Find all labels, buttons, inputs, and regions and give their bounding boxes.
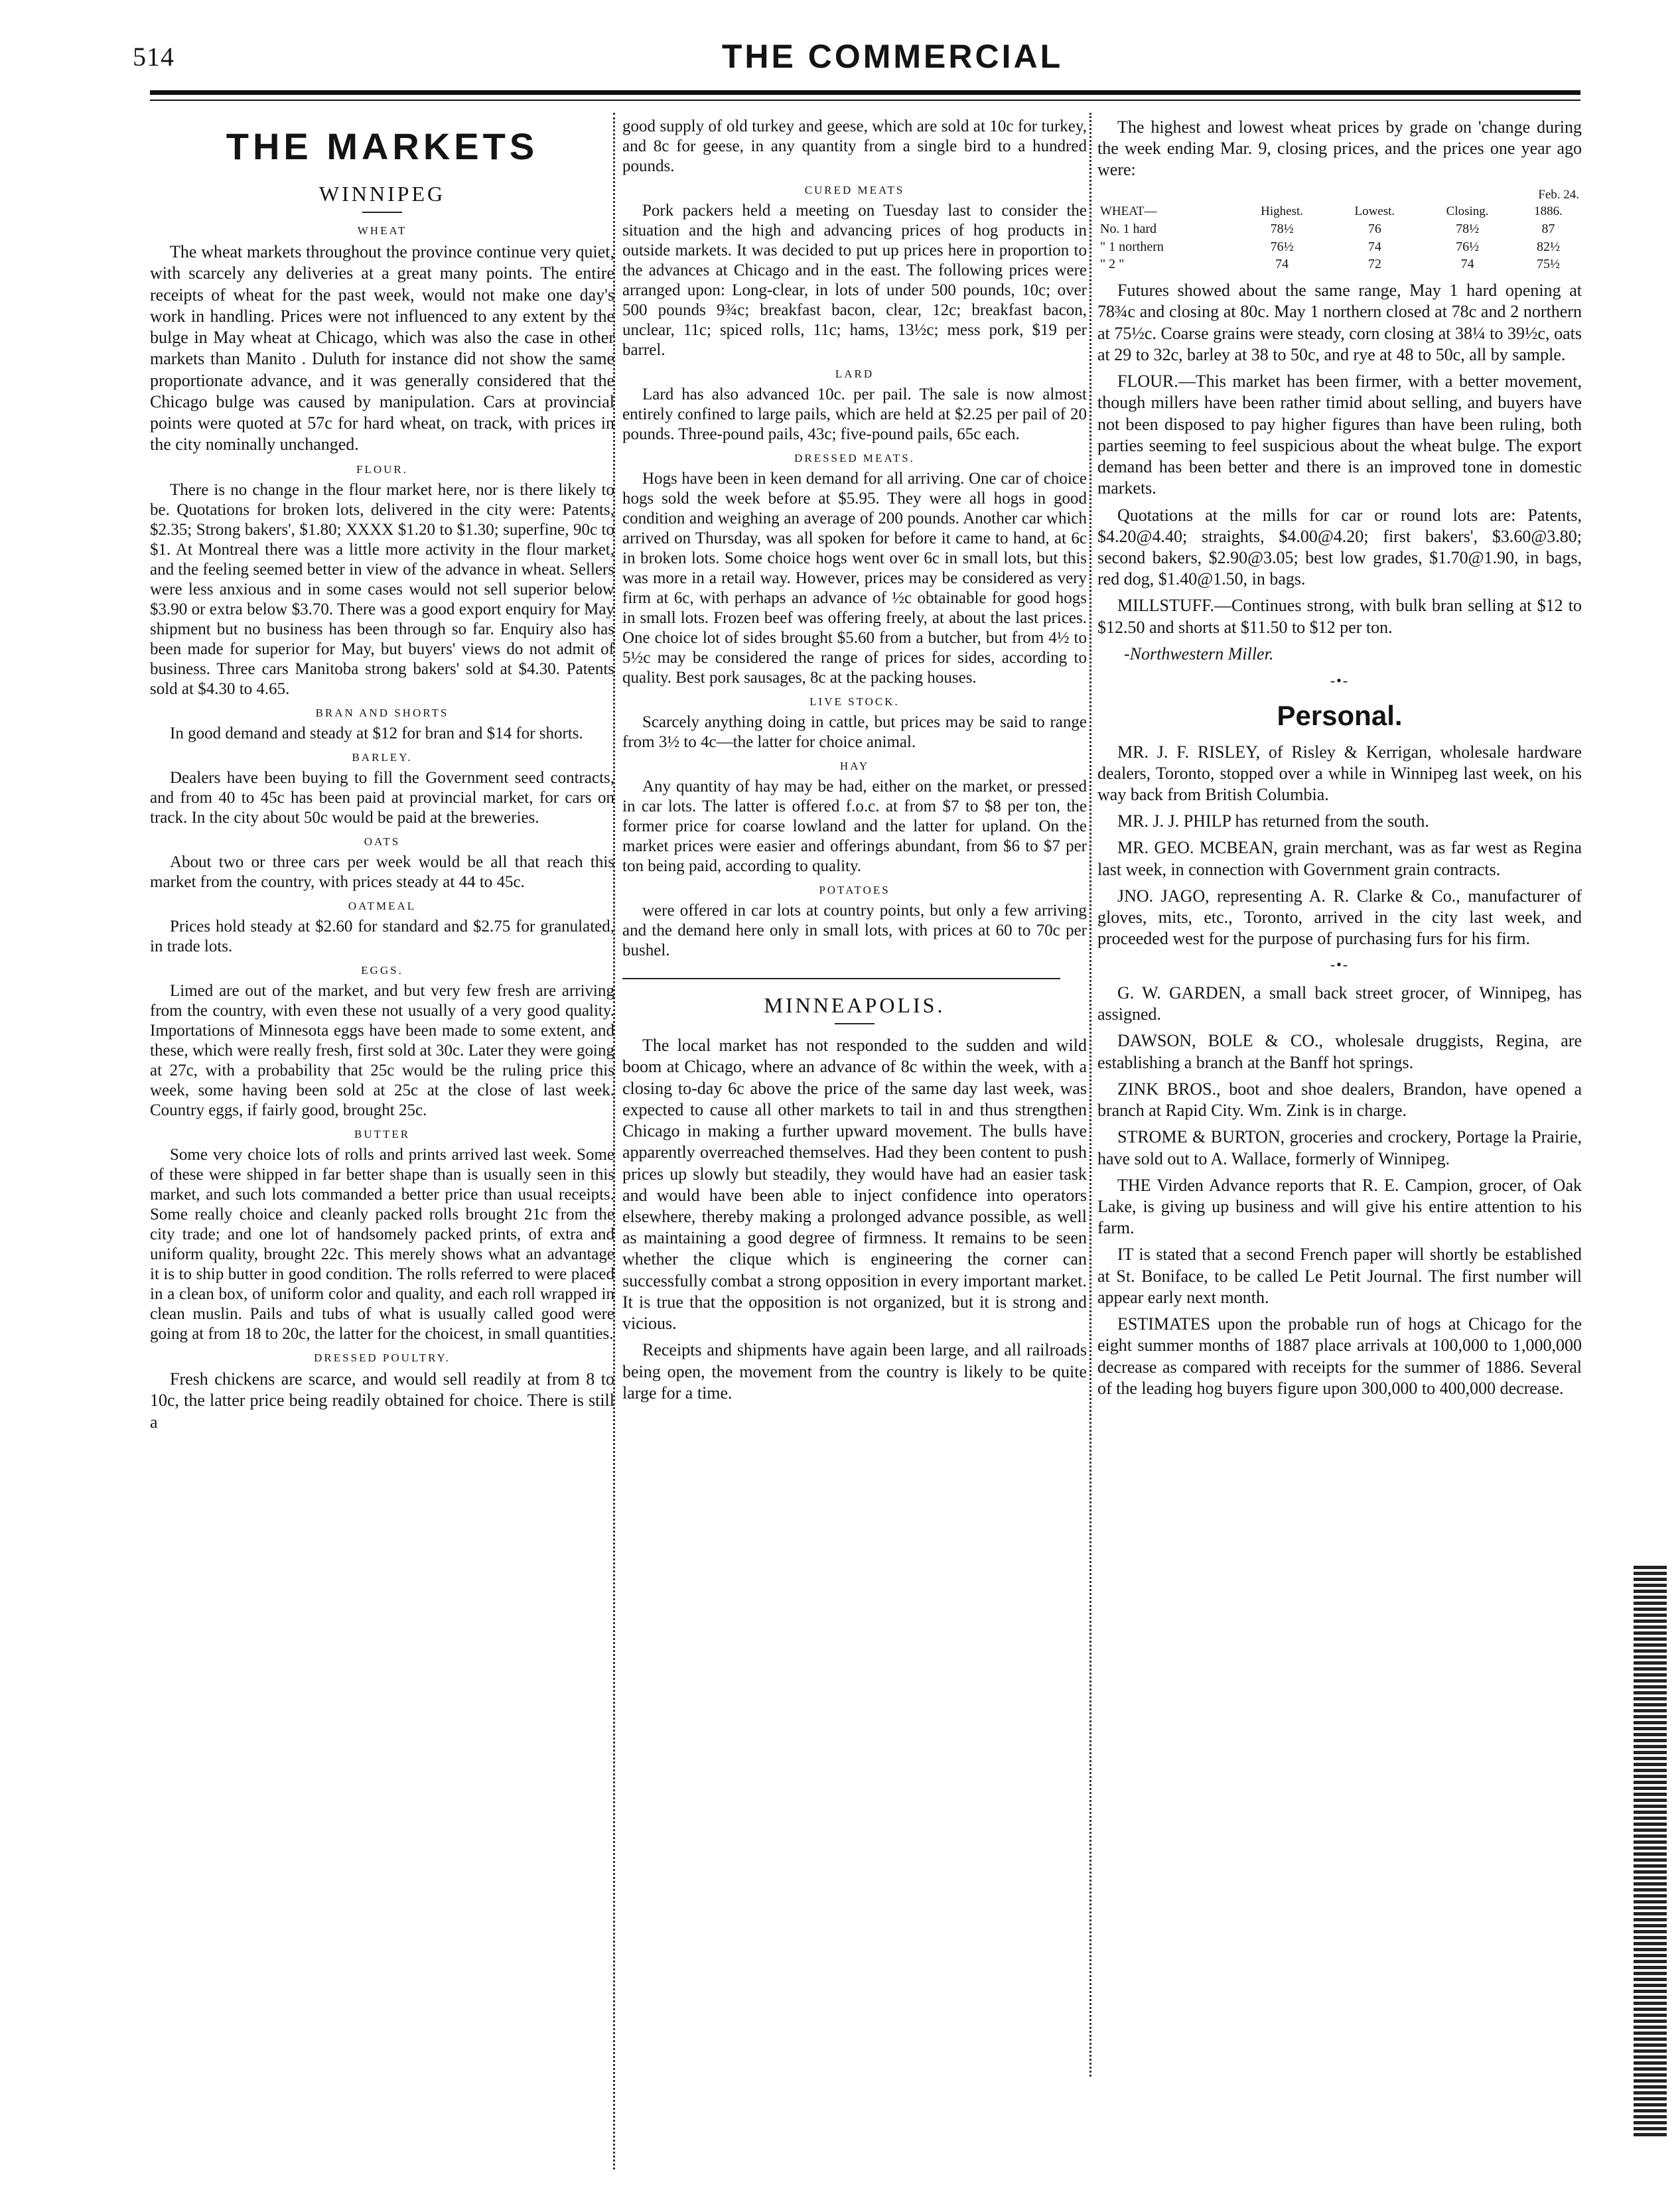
quotations-paragraph: Quotations at the mills for car or round lots are: Patents, $4.20@4.40; straights, $4.00@4.20; first bakers', $3.60@3.80; second bakers, $2.90@3.05; best low grades, $1.70@1.90, in bags, red dog, $1.40@1.50, in bags. bbox=[1097, 505, 1582, 589]
personal-item: THE Virden Advance reports that R. E. Campion, grocer, of Oak Lake, is giving up business and will give his entire attention to his farm. bbox=[1097, 1175, 1582, 1238]
table-cell: No. 1 hard bbox=[1100, 221, 1156, 236]
lard-paragraph: Lard has also advanced 10c. per pail. The sale is now almost entirely confined to large pails, which are held at $2.25 per pail of 20 pounds. Three-pound pails, 43c; five-pound pails, 65c each. bbox=[622, 385, 1087, 444]
table-header-cell: 1886. bbox=[1534, 204, 1563, 219]
personal-item: MR. J. J. PHILP has returned from the south. bbox=[1117, 811, 1429, 831]
markets-heading: THE MARKETS bbox=[226, 125, 539, 167]
table-cell: 74 bbox=[1275, 257, 1289, 272]
column-1 bbox=[150, 117, 614, 2173]
wheat-prices-table bbox=[1097, 186, 1582, 273]
wheat-heading: WHEAT bbox=[357, 224, 407, 238]
minneapolis-paragraph-2: Receipts and shipments have again been large, and all railroads being open, the movement from the country is likely to be quite large for a time. bbox=[622, 1340, 1087, 1403]
short-rule bbox=[835, 1023, 875, 1024]
newspaper-title: THE COMMERCIAL bbox=[721, 38, 1064, 75]
table-cell: 82½ bbox=[1537, 239, 1561, 254]
table-cell: 87 bbox=[1541, 221, 1555, 236]
personal-item: ZINK BROS., boot and shoe dealers, Brandon, have opened a branch at Rapid City. Wm. Zink is in charge. bbox=[1097, 1079, 1582, 1121]
masthead bbox=[133, 37, 1652, 84]
short-rule bbox=[362, 212, 402, 213]
personal-item: IT is stated that a second French paper will shortly be established at St. Boniface, to be called Le Petit Journal. The first number will appear early next month. bbox=[1097, 1245, 1582, 1307]
table-header-cell: Closing. bbox=[1446, 204, 1489, 219]
personal-item: MR. J. F. RISLEY, of Risley & Kerrigan, wholesale hardware dealers, Toronto, stopped over a while in Winnipeg last week, on his way back from British Columbia. bbox=[1097, 742, 1582, 804]
personal-heading: Personal. bbox=[1277, 700, 1403, 732]
butter-paragraph: Some very choice lots of rolls and prints arrived last week. Some of these were shipped in far better shape than is usually seen in this market, and such lots commanded a better price than usual receipts. Some really choice and cleanly packed rolls brought 21c from the city trade; and one lot of handsomely packed prints, of extra and uniform quality, brought 22c. This merely shows what an advantage it is to ship butter in good condition. The rolls referred to were placed in a clean box, of uniform color and quality, and each roll wrapped in clean muslin. Pails and tubs of what is usually called good were going at from 18 to 20c, the latter for the choicest, in small quantities. bbox=[150, 1146, 614, 1343]
personal-item: DAWSON, BOLE & CO., wholesale druggists, Regina, are establishing a branch at the Banff hot springs. bbox=[1097, 1031, 1582, 1072]
column-divider-2 bbox=[1089, 113, 1091, 2077]
masthead-rule-thin bbox=[150, 100, 1580, 101]
table-cell: 75½ bbox=[1537, 257, 1561, 272]
eggs-paragraph: Limed are out of the market, and but very few fresh are arriving from the country, with even these not usually of a very good quality. Importations of Minnesota eggs have been made to some extent, and these, which were really fresh, first sold at 30c. Later they were going at 27c, with a probability that 25c would be the ruling price this week, some having been sold at 25c at the close of last week. Country eggs, if fairly good, brought 25c. bbox=[150, 982, 614, 1119]
flour-heading: FLOUR. bbox=[356, 462, 408, 476]
table-row bbox=[1097, 238, 1582, 256]
table-header-cell: Highest. bbox=[1261, 204, 1304, 219]
personal-item: ESTIMATES upon the probable run of hogs at Chicago for the eight summer months of 1887 place arrivals at 100,000 to 1,000,000 decrease as compared with receipts for the summer of 1886. Several of the leading hog buyers figure upon 300,000 to 400,000 decrease. bbox=[1097, 1314, 1582, 1398]
separator-ornament: -•- bbox=[1330, 672, 1350, 689]
dressed-meats-paragraph: Hogs have been in keen demand for all arriving. One car of choice hogs sold the week before at $5.95. They were all hogs in good condition and weighing an average of 200 pounds. Another car which arrived on Thursday, was all spoken for before it came to hand, at 6c in broken lots. Some choice hogs went over 6c in small lots, but this was more in a retail way. However, prices may be considered as very firm at 6c, with perhaps an advance of ½c obtainable for good hogs in small lots. Frozen beef was offering freely, at about the last prices. One choice lot of sides brought $5.60 from a butcher, but from 4½ to 5½c may be considered the range of prices for sides, according to quality. Best pork sausages, 8c at the packing houses. bbox=[622, 470, 1087, 687]
source-signature: -Northwestern Miller. bbox=[1124, 644, 1274, 663]
table-cell: 74 bbox=[1460, 257, 1474, 272]
table-cell: 72 bbox=[1367, 257, 1381, 272]
millstuff-paragraph: MILLSTUFF.—Continues strong, with bulk bran selling at $12 to $12.50 and shorts at $11.50 to $12 per ton. bbox=[1097, 596, 1582, 637]
hay-heading: HAY bbox=[839, 760, 870, 773]
oatmeal-paragraph: Prices hold steady at $2.60 for standard and $2.75 for granulated, in trade lots. bbox=[150, 917, 614, 955]
potatoes-heading: POTATOES bbox=[819, 884, 890, 897]
live-stock-paragraph: Scarcely anything doing in cattle, but prices may be said to range from 3½ to 4c—the latter for choice animal. bbox=[622, 713, 1087, 752]
table-header-cell: WHEAT— bbox=[1100, 204, 1157, 219]
lard-heading: LARD bbox=[835, 368, 875, 381]
barley-heading: BARLEY. bbox=[352, 750, 413, 764]
table-row bbox=[1097, 220, 1582, 238]
personal-item: MR. GEO. MCBEAN, grain merchant, was as far west as Regina last week, in connection with Government grain contracts. bbox=[1097, 838, 1582, 879]
table-cell: 78½ bbox=[1270, 221, 1294, 236]
table-cell: " 2 " bbox=[1100, 257, 1125, 272]
poultry-heading: DRESSED POULTRY. bbox=[314, 1351, 451, 1365]
bran-heading: BRAN AND SHORTS bbox=[315, 706, 449, 719]
table-cell: 76½ bbox=[1456, 239, 1480, 254]
live-stock-heading: LIVE STOCK. bbox=[809, 695, 900, 709]
hay-paragraph: Any quantity of hay may be had, either on the market, or pressed in car lots. The latter is offered f.o.c. at from $7 to $8 per ton, the former price for coarse lowland and the latter for upland. On the market prices were easier and offerings abundant, from $6 to $7 per ton being paid, according to quality. bbox=[622, 778, 1087, 876]
column-2 bbox=[622, 117, 1087, 2173]
personal-item: STROME & BURTON, groceries and crockery, Portage la Prairie, have sold out to A. Wallace, formerly of Winnipeg. bbox=[1097, 1127, 1582, 1168]
column-3 bbox=[1097, 117, 1582, 2173]
cured-meats-paragraph: Pork packers held a meeting on Tuesday last to consider the situation and the high and advancing prices of hog products in outside markets. It was decided to put up prices here in proportion to the advances at Chicago and in the east. The following prices were arranged upon: Long-clear, in lots of under 500 pounds, 10c; over 500 pounds 9¾c; breakfast bacon, clear, 12c; breakfast bacon, unclear, 11c; spiced rolls, 11c; hams, 13½c; mess pork, $19 per barrel. bbox=[622, 202, 1087, 360]
minneapolis-paragraph-1: The local market has not responded to the sudden and wild boom at Chicago, where an advance of 8c within the week, with a closing to-day 6c above the price of the same day last week, was expected to cause all other markets to tail in and thus strengthen Chicago in making a further upward movement. The bulls have apparently overreached themselves. Had they been content to push prices up slowly but steadily, they would have had an easier task and would have been able to inject confidence into operators elsewhere, thereby making a prolonged advance possible, as well as maintaining a good degree of firmness. It remains to be seen whether the clique which is engineering the corner can successfully combat a strong opposition in every important market. It is true that the opposition is not organized, but it is strong and vicious. bbox=[622, 1036, 1087, 1334]
page-number: 514 bbox=[133, 42, 175, 72]
wheat-paragraph: The wheat markets throughout the province continue very quiet, with scarcely any deliveries at a great many points. The entire receipts of wheat for the past week, would not make one day's work in handling. Prices were not influenced to any extent by the bulge in May wheat at Chicago, which was also the case in other markets than Manito . Duluth for instance did not show the same proportionate advance, and it was generally considered that the Chicago bulge was caused by manipulation. Cars at provincial points were quoted at 57c for hard wheat, on track, with prices in the city nominally unchanged. bbox=[150, 242, 614, 454]
minneapolis-heading: MINNEAPOLIS. bbox=[764, 993, 945, 1018]
table-header-cell: Lowest. bbox=[1354, 204, 1395, 219]
oats-paragraph: About two or three cars per week would be all that reach this market from the country, with prices steady at 44 to 45c. bbox=[150, 853, 614, 891]
cured-meats-heading: CURED MEATS bbox=[804, 184, 905, 196]
oats-heading: OATS bbox=[364, 835, 401, 848]
binding-edge bbox=[1634, 1566, 1667, 2136]
bran-paragraph: In good demand and steady at $12 for bran and $14 for shorts. bbox=[170, 724, 583, 742]
masthead-rule-thick bbox=[150, 90, 1580, 95]
table-cell: 78½ bbox=[1456, 221, 1480, 236]
section-rule bbox=[622, 978, 1060, 979]
personal-item: G. W. GARDEN, a small back street grocer, of Winnipeg, has assigned. bbox=[1097, 983, 1582, 1024]
table-row bbox=[1097, 255, 1582, 273]
flour-paragraph: FLOUR.—This market has been firmer, with a better movement, though millers have been rather timid about selling, and buyers have not been disposed to pay higher figures than have been ruling, both parties seeming to feel suspicious about the wheat bulge. The export demand has been better and there is an improved tone in domestic markets. bbox=[1097, 372, 1582, 498]
table-header-row bbox=[1097, 203, 1582, 220]
dressed-meats-heading: DRESSED MEATS. bbox=[794, 452, 915, 465]
butter-heading: BUTTER bbox=[354, 1128, 411, 1140]
personal-item: JNO. JAGO, representing A. R. Clarke & Co., manufacturer of gloves, mits, etc., Toronto, arrived in the city last week, and proceeded west for the purpose of purchasing furs for his firm. bbox=[1097, 886, 1582, 949]
oatmeal-heading: OATMEAL bbox=[348, 899, 417, 912]
barley-paragraph: Dealers have been buying to fill the Government seed contracts, and from 40 to 45c has been paid at provincial market, for cars on track. In the city about 50c would be paid at the breweries. bbox=[150, 768, 614, 827]
poultry-continued-paragraph: good supply of old turkey and geese, which are sold at 10c for turkey, and 8c for geese, in any quantity from a single bird to a hundred pounds. bbox=[622, 117, 1087, 175]
separator-ornament: -•- bbox=[1330, 955, 1350, 973]
winnipeg-heading: WINNIPEG bbox=[318, 182, 446, 206]
table-cell: 74 bbox=[1367, 239, 1381, 254]
flour-paragraph: There is no change in the flour market here, nor is there likely to be. Quotations for broken lots, delivered in the city were: Patents, $2.35; Strong bakers', $1.80; XXXX $1.20 to $1.30; superfine, 90c to $1. At Montreal there was a little more activity in the flour market, and the feeling seemed better in view of the advance in wheat. Sellers were less anxious and in some cases would not sell superior below $3.90 or extra below $3.70. There was a good export enquiry for May shipment but no business has been through so far. Enquiry also has been made for superior for May, but buyers' views do not admit of business. Three cars Manitoba strong bakers' sold at $4.30. Patents sold at $4.30 to 4.65. bbox=[150, 480, 614, 698]
eggs-heading: EGGS. bbox=[361, 963, 403, 977]
table-cell: " 1 northern bbox=[1100, 239, 1164, 254]
table-cell: 76½ bbox=[1270, 239, 1294, 254]
futures-paragraph: Futures showed about the same range, May 1 hard opening at 78¾c and closing at 80c. May 1 northern closed at 78c and 2 northern at 75½c. Coarse grains were steady, corn closing at 38¼ to 39½c, oats at 29 to 32c, barley at 38 to 50c, and rye at 48 to 50c, all by sample. bbox=[1097, 281, 1582, 364]
poultry-paragraph: Fresh chickens are scarce, and would sell readily at from 8 to 10c, the latter price being readily obtained for choice. There is still a bbox=[150, 1369, 614, 1432]
potatoes-paragraph: were offered in car lots at country points, but only a few arriving and the demand here only in small lots, with prices at 60 to 70c per bushel. bbox=[622, 902, 1087, 960]
table-date-header: Feb. 24. bbox=[1538, 187, 1579, 202]
wheat-grades-intro: The highest and lowest wheat prices by grade on 'change during the week ending Mar. 9, closing prices, and the prices one year ago were: bbox=[1097, 117, 1582, 180]
table-cell: 76 bbox=[1367, 221, 1381, 236]
